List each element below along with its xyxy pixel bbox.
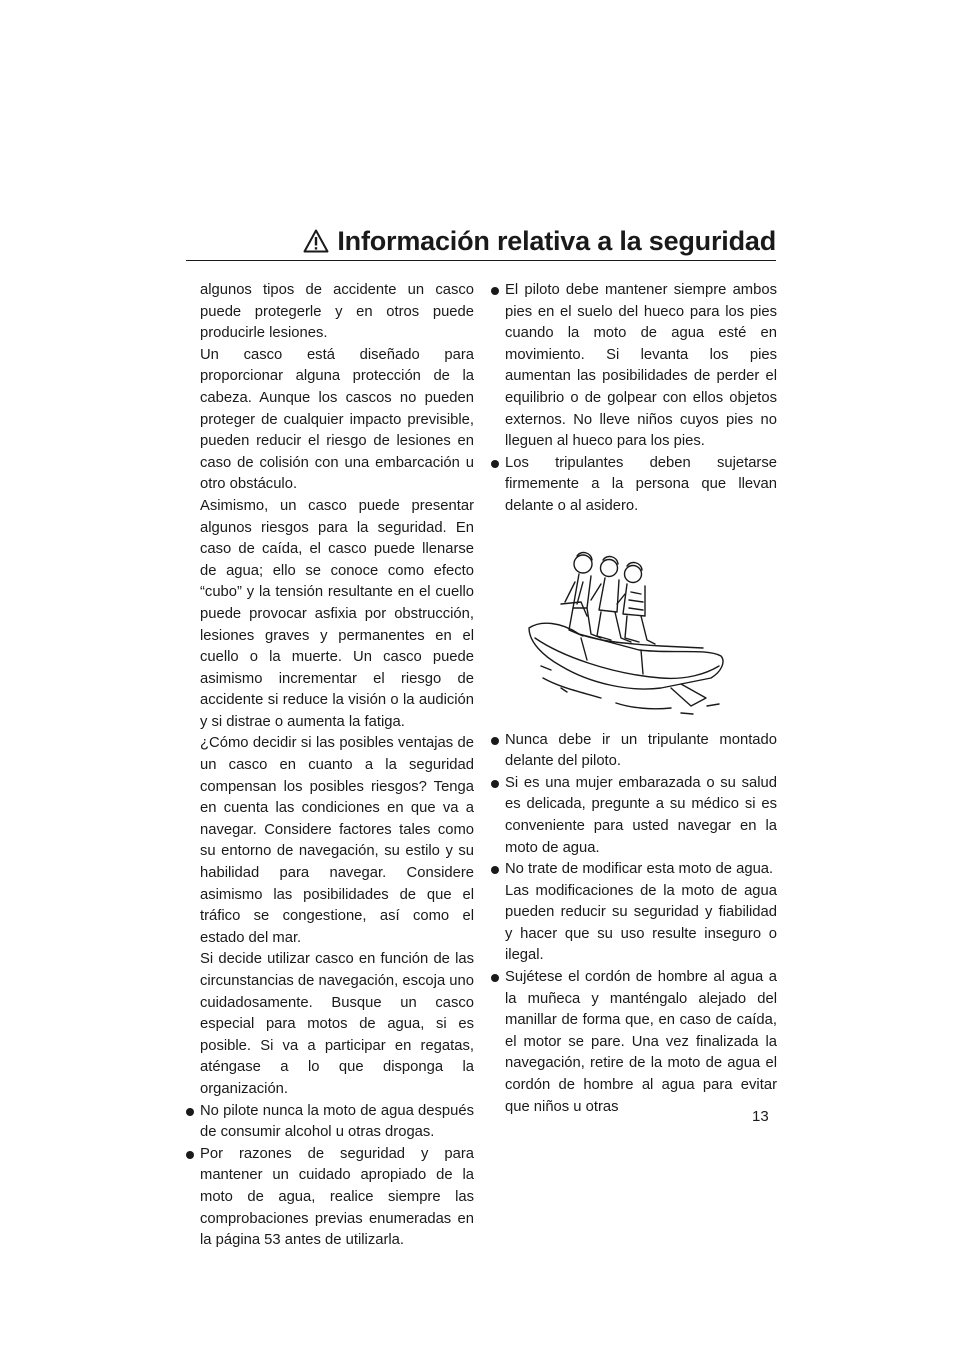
- bullet-dot-icon: [491, 974, 499, 982]
- bullet-dot-icon: [491, 460, 499, 468]
- bullet-dot-icon: [186, 1151, 194, 1159]
- bullet-dot-icon: [491, 737, 499, 745]
- paragraph: Si decide utilizar casco en función de las circunstancias de navegación, escoja uno cuidadosamente. Busque un casco especial para motos de agua, si es posible. Si va a participar en regatas, aténgase a lo que disponga la organización.: [200, 951, 474, 1097]
- paragraph: ¿Cómo decidir si las posibles ventajas de un casco en cuanto a la seguridad compensan los posibles riesgos? Tenga en cuenta las condiciones en que va a navegar. Considere factores tales como su entorno de navegación, su estilo y su habilidad para navegar. Considere asimismo las posibilidades de que el tráfico se congestione, así como el estado del mar.: [200, 735, 474, 946]
- bullet-item: No trate de modificar esta moto de agua.: [491, 859, 777, 881]
- page-number: 13: [752, 1108, 769, 1125]
- paragraph: Un casco está diseñado para proporcionar alguna protección de la cabeza. Aunque los cascos no pueden proteger de cualquier impacto previsible, pueden reducir el riesgo de lesiones en caso de colisión con una embarcación u otro obstáculo.: [200, 346, 474, 493]
- left-column: [186, 280, 474, 1252]
- paragraph: Las modificaciones de la moto de agua pueden reducir su seguridad y fiabilidad y hacer que su uso resulte inseguro o ilegal.: [505, 882, 777, 964]
- bullet-item: El piloto debe mantener siempre ambos pies en el suelo del hueco para los pies cuando la moto de agua esté en movimiento. Si levanta los pies aumentan las posibilidades de perder el equilibrio o de golpear con ellos objetos externos. No lleve niños cuyos pies no lleguen al hueco para los pies.: [491, 280, 777, 453]
- bullet-item: Nunca debe ir un tripulante montado delante del piloto.: [491, 730, 777, 773]
- warning-triangle-icon: [303, 229, 329, 253]
- bullet-dot-icon: [186, 1108, 194, 1116]
- paragraph: algunos tipos de accidente un casco puede protegerle y en otros puede producirle lesiones.: [200, 282, 474, 342]
- bullet-item: Los tripulantes deben sujetarse firmemente a la persona que llevan delante o al asidero.: [491, 453, 777, 518]
- bullet-item: No pilote nunca la moto de agua después de consumir alcohol u otras drogas.: [186, 1101, 474, 1144]
- bullet-item: Si es una mujer embarazada o su salud es delicada, pregunte a su médico si es conveniente para usted navegar en la moto de agua.: [491, 773, 777, 859]
- right-column: [491, 280, 777, 1118]
- bullet-item: Sujétese el cordón de hombre al agua a la muñeca y manténgalo alejado del manillar de forma que, en caso de caída, el motor se pare. Una vez finalizada la navegación, retire de la moto de agua el cordón de hombre al agua para evitar que niños u otras: [491, 967, 777, 1118]
- bullet-dot-icon: [491, 287, 499, 295]
- jet-ski-riders-illustration: [521, 538, 731, 718]
- page-header: [186, 222, 776, 261]
- paragraph: Asimismo, un casco puede presentar algunos riesgos para la seguridad. En caso de caída, el casco puede llenarse de agua; ello se conoce como efecto “cubo” y la tensión resultante en el cuello puede provocar asfixia por obstrucción, lesiones graves y permanentes en el cuello o la muerte. Un casco puede asimismo incrementar el riesgo de accidente si reduce la visión o la audición y si distrae o aumenta la fatiga.: [200, 497, 474, 730]
- bullet-dot-icon: [491, 780, 499, 788]
- bullet-item: Por razones de seguridad y para mantener un cuidado apropiado de la moto de agua, realice siempre las comprobaciones previas enumeradas en la página 53 antes de utilizarla.: [186, 1144, 474, 1252]
- page-title: Información relativa a la seguridad: [337, 225, 776, 256]
- bullet-dot-icon: [491, 866, 499, 874]
